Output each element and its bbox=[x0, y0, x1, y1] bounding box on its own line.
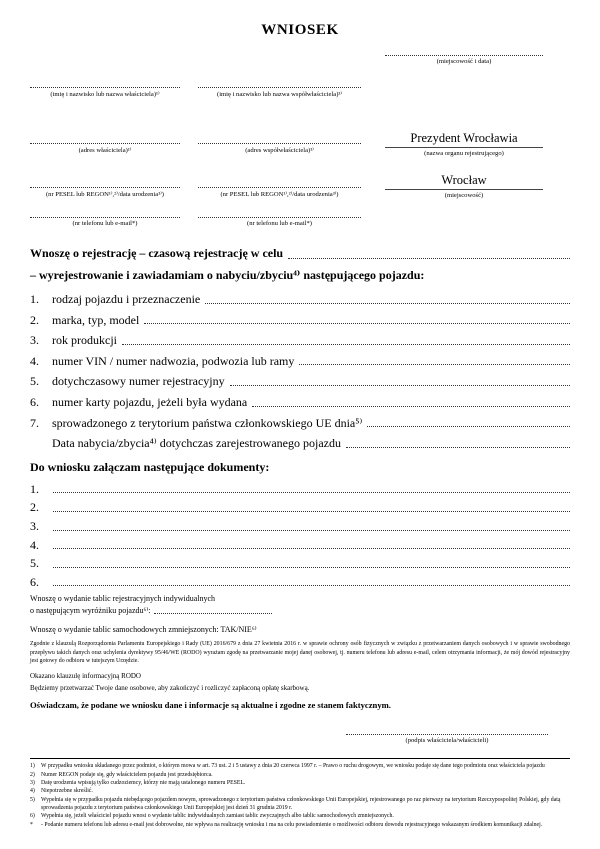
item-number: 5. bbox=[30, 374, 39, 389]
coowner-contact-label: (nr telefonu lub e-mail*) bbox=[247, 220, 312, 227]
city-name: Wrocław bbox=[441, 173, 487, 187]
plate-identifier-label: o następującym wyróżniku pojazdu⁶⁾: bbox=[30, 606, 151, 616]
fill-line bbox=[30, 187, 180, 188]
document-line-field[interactable] bbox=[53, 511, 570, 512]
list-item bbox=[30, 501, 570, 514]
owner-contact-label: (nr telefonu lub e-mail*) bbox=[72, 220, 138, 227]
coowner-name-label: (imię i nazwisko lub nazwa współwłaściciela)³⁾ bbox=[217, 91, 342, 98]
item-number: 2. bbox=[30, 312, 39, 327]
fill-line bbox=[198, 143, 361, 144]
footnote-text: Numer REGON podaje się, gdy właścicielem pojazdu jest przedsiębiorca. bbox=[41, 771, 213, 778]
list-item bbox=[30, 314, 570, 327]
footnote-text: W przypadku wniosku składanego przez podmiot, o którym mowa w art. 73 ust. 2 i 5 ustawy z dnia 20 czerwca 1997 r. – Prawo o ruchu drogowym, we wniosku podaje się dane tego podmiotu oraz właściciela pojazdu bbox=[41, 763, 545, 770]
item-number: 7. bbox=[30, 415, 39, 430]
processing-note: Będziemy przetwarzać Twoje dane osobowe, aby zakończyć i rozliczyć zapłaconą opłatę skarbową. bbox=[30, 684, 310, 693]
item-number: 3. bbox=[30, 333, 39, 348]
fill-line bbox=[198, 187, 361, 188]
owner-name-field[interactable] bbox=[30, 87, 180, 98]
item-label: marka, typ, model bbox=[52, 312, 140, 327]
authority-label: (nazwa organu rejestrującego) bbox=[424, 149, 504, 157]
footnote-text: Wypełnia się w przypadku pojazdu niebędącego pojazdem nowym, sprowadzonego z terytorium państwa członkowskiego Unii Europejskiej, rejestrowanego po raz pierwszy na terytorium Rzeczypospolitej Polskiej, gdy datą sprowadzenia pojazdu z terytorium państwa członkowskiego Unii Europejskiej jest dzień 31 grudnia 2019 r. bbox=[41, 796, 561, 812]
footnote-marker: 2) bbox=[30, 771, 35, 778]
city-field bbox=[385, 173, 543, 199]
item-label: Data nabycia/zbycia⁴⁾ dotychczas zarejestrowanego pojazdu bbox=[52, 436, 341, 451]
place-date-label: (miejscowość i data) bbox=[436, 58, 492, 65]
fill-line bbox=[198, 87, 361, 88]
item-number: 3. bbox=[30, 518, 39, 533]
rodo-shown-line: Okazano klauzulę informacyjną RODO bbox=[30, 672, 141, 681]
vehicle-card-number-field[interactable] bbox=[252, 406, 570, 407]
authority-field bbox=[385, 131, 543, 157]
declaration-text: Oświadczam, że podane we wniosku dane i informacje są aktualne i zgodne ze stanem faktycznym. bbox=[30, 700, 391, 711]
item-number: 2. bbox=[30, 500, 39, 515]
document-line-field[interactable] bbox=[53, 492, 570, 493]
list-item bbox=[30, 293, 570, 306]
item-number: 1. bbox=[30, 481, 39, 496]
footnote bbox=[30, 771, 570, 779]
document-line-field[interactable] bbox=[53, 585, 570, 586]
form-body bbox=[30, 246, 570, 829]
request-line-2: – wyrejestrowanie i zawiadamiam o nabyciu/zbyciu⁴⁾ następującego pojazdu: bbox=[30, 268, 425, 282]
documents-list bbox=[30, 483, 570, 589]
owner-id-field[interactable] bbox=[30, 187, 180, 198]
footnote-marker: * bbox=[30, 821, 33, 828]
request-line-1 bbox=[30, 246, 570, 261]
item-number: 6. bbox=[30, 574, 39, 589]
coowner-id-field[interactable] bbox=[198, 187, 361, 198]
documents-heading: Do wniosku załączam następujące dokumenty: bbox=[30, 459, 270, 474]
item-label: sprowadzonego z terytorium państwa członkowskiego UE dnia⁵⁾ bbox=[52, 415, 363, 430]
document-line-field[interactable] bbox=[53, 548, 570, 549]
list-item bbox=[30, 557, 570, 570]
place-date-field[interactable] bbox=[385, 55, 543, 65]
make-model-field[interactable] bbox=[144, 323, 570, 324]
footnote-marker: 4) bbox=[30, 788, 35, 795]
list-item bbox=[30, 539, 570, 552]
footnote bbox=[30, 812, 570, 820]
footnote bbox=[30, 821, 570, 829]
list-item bbox=[30, 576, 570, 589]
list-item bbox=[30, 437, 570, 450]
footnote bbox=[30, 787, 570, 795]
fill-line bbox=[385, 55, 543, 56]
list-item bbox=[30, 334, 570, 347]
list-item bbox=[30, 483, 570, 496]
owner-address-label: (adres właściciela)¹⁾ bbox=[78, 147, 132, 154]
footnote-text: Wypełnia się, jeżeli właściciel pojazdu wnosi o wydanie tablic indywidualnych zamiast tablic zwyczajnych albo tablic samochodowych zmniejszonych. bbox=[41, 813, 394, 820]
coowner-contact-field[interactable] bbox=[198, 217, 361, 227]
fill-line bbox=[30, 143, 180, 144]
reduced-plates-label: Wnoszę o wydanie tablic samochodowych zmniejszonych: bbox=[30, 625, 221, 635]
fill-line bbox=[198, 217, 361, 218]
rodo-consent-text: Zgodnie z klauzulą Rozporządzenia Parlamentu Europejskiego i Rady (UE) 2016/679 z dnia 27 kwietnia 2016 r. w sprawie ochrony osób fizycznych w związku z przetwarzaniem danych osobowych i w sprawie swobodnego przepływu takich danych oraz uchylenia dyrektywy 95/46/WE (RODO) wyrażam zgodę na przetwarzanie mojej danej osobowej, tj. numeru telefonu lub adresu e-mail, celem otrzymania informacji, że mój dowód rejestracyjny jest gotowy do odbioru w tutejszym Urzędzie. bbox=[30, 641, 570, 664]
fill-line bbox=[385, 147, 543, 148]
item-number: 4. bbox=[30, 353, 39, 368]
signature-block bbox=[30, 725, 570, 744]
list-item bbox=[30, 375, 570, 388]
owner-address-field[interactable] bbox=[30, 143, 180, 154]
document-line-field[interactable] bbox=[53, 530, 570, 531]
owner-name-label: (imię i nazwisko lub nazwa właściciela)¹⁾ bbox=[50, 91, 160, 98]
acquisition-date-field[interactable] bbox=[346, 447, 570, 448]
footnote-text: Datę urodzenia wpisują tylko cudzoziemcy, którzy nie mają ustalonego numeru PESEL. bbox=[41, 779, 246, 786]
fill-line bbox=[385, 189, 543, 190]
footnote-marker: 3) bbox=[30, 779, 35, 786]
vin-field[interactable] bbox=[299, 364, 570, 365]
coowner-id-label: (nr PESEL lub REGON¹⁾,²⁾/data urodzenia³⁾) bbox=[220, 191, 339, 198]
item-label: numer karty pojazdu, jeżeli była wydana bbox=[52, 394, 248, 409]
item-number: 6. bbox=[30, 394, 39, 409]
item-label: dotychczasowy numer rejestracyjny bbox=[52, 374, 225, 389]
item-number: 4. bbox=[30, 537, 39, 552]
coowner-address-label: (adres współwłaściciela)³⁾ bbox=[245, 147, 314, 154]
signature-label: (podpis właściciela/właścicieli) bbox=[405, 737, 489, 745]
individual-plates-line: Wnoszę o wydanie tablic rejestracyjnych indywidualnych bbox=[30, 594, 216, 604]
item-label: rok produkcji bbox=[52, 333, 117, 348]
item-number: 5. bbox=[30, 556, 39, 571]
footnote bbox=[30, 796, 570, 813]
footnote-text: Niepotrzebne skreślić. bbox=[41, 788, 93, 795]
reduced-plates-line bbox=[30, 625, 570, 634]
item-label: numer VIN / numer nadwozia, podwozia lub ramy bbox=[52, 353, 295, 368]
footnote bbox=[30, 762, 570, 770]
city-label: (miejscowość) bbox=[444, 191, 484, 199]
current-registration-number-field[interactable] bbox=[230, 385, 570, 386]
item-label: rodzaj pojazdu i przeznaczenie bbox=[52, 292, 201, 306]
eu-import-date-field[interactable] bbox=[367, 426, 570, 427]
fill-line bbox=[30, 87, 180, 88]
owner-id-label: (nr PESEL lub REGON¹⁾,²⁾/data urodzenia³⁾) bbox=[45, 191, 165, 198]
owner-contact-field[interactable] bbox=[30, 217, 180, 227]
plate-identifier-line bbox=[30, 606, 570, 615]
footnote-marker: 6) bbox=[30, 813, 35, 820]
form-title: WNIOSEK bbox=[261, 22, 339, 38]
request-line-1-text: Wnoszę o rejestrację – czasową rejestrację w celu bbox=[30, 246, 284, 260]
list-item bbox=[30, 417, 570, 430]
vehicle-data-list bbox=[30, 293, 570, 450]
list-item bbox=[30, 520, 570, 533]
production-year-field[interactable] bbox=[122, 344, 570, 345]
list-item bbox=[30, 396, 570, 409]
item-number: 1. bbox=[30, 292, 39, 306]
coowner-name-field[interactable] bbox=[198, 87, 361, 98]
registration-purpose-field[interactable] bbox=[288, 258, 570, 259]
plate-identifier-field[interactable] bbox=[154, 613, 272, 614]
footnotes-section bbox=[30, 758, 570, 829]
reduced-plates-choice[interactable]: TAK/NIE⁶⁾ bbox=[220, 625, 257, 635]
footnote-text: - Podanie numeru telefonu lub adresu e-mail jest dobrowolne, nie wpływa na realizację wniosku i ma na celu powiadomienie o możliwości odbioru dowodu rejestracyjnego wskazanym środkiem komunikacji zdalnej. bbox=[41, 821, 543, 828]
vehicle-kind-field[interactable] bbox=[205, 303, 570, 304]
signature-field[interactable] bbox=[346, 725, 548, 735]
coowner-address-field[interactable] bbox=[198, 143, 361, 154]
footnote bbox=[30, 779, 570, 787]
authority-name: Prezydent Wrocławia bbox=[410, 131, 518, 145]
fill-line bbox=[30, 217, 180, 218]
footnote-marker: 1) bbox=[30, 763, 35, 770]
document-line-field[interactable] bbox=[53, 567, 570, 568]
list-item bbox=[30, 355, 570, 368]
footnote-marker: 5) bbox=[30, 796, 35, 803]
